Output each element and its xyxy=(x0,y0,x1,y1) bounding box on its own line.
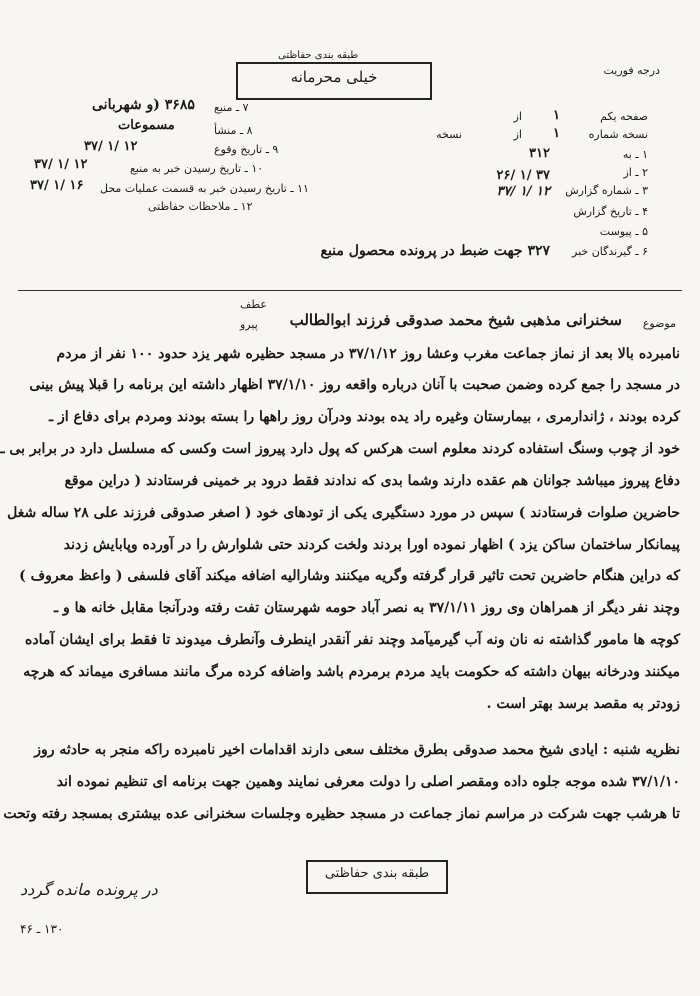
body-line: وچند نفر دیگر از همراهان وی روز ۳۷/۱/۱۱ به نصر آباد حومه شهرستان تفت رفته ودرآنجا مقابل خانه ها و ـ xyxy=(54,600,680,616)
report-date-value: ۳۷/ ۱/ ۱۲ xyxy=(496,184,550,199)
copy-number-sep: از xyxy=(513,128,522,141)
body-line: نظریه شنبه : ایادی شیخ محمد صدوقی بطرق مختلف سعی دارند اقدامات اخیر نامبرده راکه منجر به حادثه روز xyxy=(34,742,680,758)
report-number-value: ۲۶/ ۱/ ۳۷ xyxy=(496,168,550,183)
recipients-label: ۶ ـ گیرندگان خبر xyxy=(572,245,648,258)
to-label: ۱ ـ به xyxy=(622,148,648,161)
body-line: میکنند ودرخانه بیهان داشته که حکومت باید مردم برمردم باشد واضافه کرده مرگ مانند مسافری میماند که هرچه xyxy=(23,664,680,680)
body-line: در مسجد را جمع کرده وضمن صحبت با آنان درباره واقعه روز ۳۷/۱/۱۰ اظهار داشته این برنامه را قبلا پیش بینی xyxy=(29,377,680,393)
security-notes-label: ۱۲ ـ ملاحظات حفاظتی xyxy=(148,200,253,213)
ops-receipt-date-label: ۱۱ ـ تاریخ رسیدن خبر به قسمت عملیات محل xyxy=(100,182,309,195)
occurrence-date-value: ۳۷/ ۱/ ۱۲ xyxy=(84,139,138,154)
stamp-caption: طبقه بندی حفاظتی xyxy=(278,50,359,61)
from-value: ۳۱۲ xyxy=(529,146,550,161)
source-receipt-date-label: ۱۰ ـ تاریخ رسیدن خبر به منبع xyxy=(130,162,264,175)
copy-extra-label: نسخه xyxy=(436,128,462,141)
header-divider xyxy=(18,290,682,291)
attachment-label: ۵ ـ پیوست xyxy=(599,225,648,238)
body-line: نامبرده بالا بعد از نماز جماعت مغرب وعشا روز ۳۷/۱/۱۲ در مسجد حظیره شهر یزد حدود ۱۰۰ نفر از مردم xyxy=(56,346,680,362)
copy-number-label: نسخه شماره xyxy=(588,128,648,141)
page-number-label: صفحه یکم xyxy=(600,110,648,123)
handwritten-note: در پرونده مانده گردد xyxy=(20,880,158,899)
body-line: تا هرشب جهت شرکت در مراسم نماز جماعت در مسجد حظیره وجلسات سخنرانی عده بیشتری بمسجد رفته وتحت xyxy=(3,806,680,822)
top-classification-stamp xyxy=(236,50,432,100)
body-line: پیمانکار ساختمان ساکن یزد ) اظهار نموده اورا بردند ولخت کردند حتی شلوارش را در آورده وپابایش زدند xyxy=(63,537,680,553)
ops-receipt-date-value: ۳۷/ ۱/ ۱۶ xyxy=(30,178,84,193)
priority-label: درجه فوریت xyxy=(603,64,660,77)
stamp-text: خیلی محرمانه xyxy=(290,68,378,86)
report-date-label: ۴ ـ تاریخ گزارش xyxy=(573,205,648,218)
body-line: کرده بودند ، ژاندارمری ، بیمارستان وغیره راد یده بودند ودرآن روز راهها را بسته بودند ومردم برای دفاع از ـ xyxy=(49,409,680,425)
reference-label: عطف xyxy=(240,298,267,311)
subject-label: موضوع xyxy=(642,317,676,330)
recipients-value: ۳۲۷ جهت ضبط در پرونده محصول منبع xyxy=(320,243,550,259)
body-line: زودتر به مقصد برسد بهتر است . xyxy=(486,696,680,712)
body-line: ۳۷/۱/۱۰ شده موجه جلوه داده ومقصر اصلی را دولت معرفی نمایند وهمین جهت برنامه ای تنظیم نموده اند xyxy=(56,774,680,790)
from-label: ۲ ـ از xyxy=(623,166,648,179)
source-label: ۷ ـ منبع xyxy=(214,101,249,114)
body-line: کوچه ها مامور گذاشته نه نان ونه آب گیرمیآمد وچند نفر آنقدر اینطرف وآنطرف میدوند تا فقط برای ایشان آماده xyxy=(25,632,680,648)
origin-label: ۸ ـ منشأ xyxy=(214,124,253,137)
report-number-label: ۳ ـ شماره گزارش xyxy=(565,184,648,197)
body-line: دفاع پیروز میباشد جوانان هم عقده دارند وشما بدی که ندادند فقط درود بر خمینی فرستادند ( دراین موقع xyxy=(64,473,680,489)
origin-value: مسموعات xyxy=(118,118,175,133)
occurrence-date-label: ۹ ـ تاریخ وقوع xyxy=(214,143,279,156)
copy-number-value: ۱ xyxy=(553,126,560,141)
follow-up-label: پیرو xyxy=(240,318,258,331)
body-line: حاضرین صلوات فرستادند ) سپس در مورد دستگیری یکی از تودهای خود ( اصغر صدوقی فرزند علی ۲۸ ساله شغل xyxy=(7,505,680,521)
body-line: خود از چوب وسنگ استفاده کردند معلوم است هرکس که پول دارد پیروز است وکسی که مسلسل دارد در برابر بی ـ xyxy=(0,441,680,457)
page-number-value: ۱ xyxy=(553,108,560,123)
subject-text: سخنرانی مذهبی شیخ محمد صدوقی فرزند ابوالطالب xyxy=(289,311,622,329)
source-value: ۳۶۸۵ (و شهربانی xyxy=(92,97,195,113)
footer-reference: ۱۳۰ ـ ۴۶ xyxy=(20,922,64,936)
bottom-classification-stamp: طبقه بندی حفاظتی xyxy=(306,860,448,894)
body-line: که دراین هنگام حاضرین تحت تاثیر قرار گرفته وگریه میکنند وشارالیه اضافه میکند آقای فلسفی ( واعظ معروف ) xyxy=(19,568,680,584)
source-receipt-date-value: ۳۷/ ۱/ ۱۲ xyxy=(34,157,88,172)
page-number-sep: از xyxy=(513,110,522,123)
